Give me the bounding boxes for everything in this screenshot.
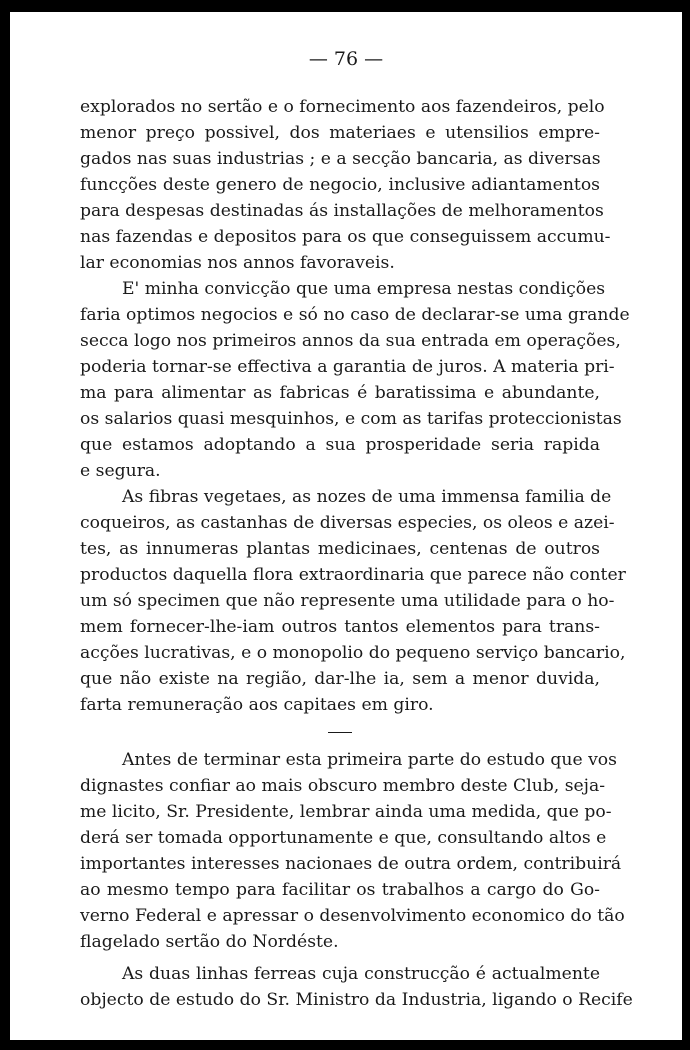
text-line: mem fornecer-lhe-iam outros tantos elementos para trans- bbox=[80, 617, 600, 637]
page-number: — 76 — bbox=[308, 48, 384, 70]
text-line: tes, as innumeras plantas medicinaes, centenas de outros bbox=[80, 539, 600, 559]
text-line: explorados no sertão e o fornecimento aos fazendeiros, pelo bbox=[80, 97, 605, 117]
document-page bbox=[10, 12, 682, 1040]
text-line: para despesas destinadas ás installações de melhoramentos bbox=[80, 201, 604, 221]
paragraph-2 bbox=[80, 276, 630, 484]
text-line: dignastes confiar ao mais obscuro membro deste Club, seja- bbox=[80, 776, 606, 796]
paragraph-4 bbox=[80, 747, 625, 955]
text-line: gados nas suas industrias ; e a secção bancaria, as diversas bbox=[80, 149, 601, 169]
text-line: que não existe na região, dar-lhe ia, sem a menor duvida, bbox=[80, 669, 600, 689]
text-line: As duas linhas ferreas cuja construcção é actualmente bbox=[122, 964, 600, 984]
text-line: flagelado sertão do Nordéste. bbox=[80, 932, 339, 952]
text-line: acções lucrativas, e o monopolio do pequeno serviço bancario, bbox=[80, 643, 626, 663]
paragraph-5 bbox=[80, 961, 633, 1013]
text-line: funcções deste genero de negocio, inclusive adiantamentos bbox=[80, 175, 600, 195]
section-separator bbox=[328, 732, 352, 733]
text-line: poderia tornar-se effectiva a garantia de juros. A materia pri- bbox=[80, 357, 615, 377]
body-text bbox=[80, 94, 633, 1013]
text-line: faria optimos negocios e só no caso de declarar-se uma grande bbox=[80, 305, 630, 325]
text-line: que estamos adoptando a sua prosperidade seria rapida bbox=[80, 435, 600, 455]
paragraph-1 bbox=[80, 94, 611, 276]
text-line: ao mesmo tempo para facilitar os trabalhos a cargo do Go- bbox=[80, 880, 600, 900]
text-line: secca logo nos primeiros annos da sua entrada em operações, bbox=[80, 331, 621, 351]
text-line: coqueiros, as castanhas de diversas especies, os oleos e azei- bbox=[80, 513, 615, 533]
text-line: nas fazendas e depositos para os que conseguissem accumu- bbox=[80, 227, 611, 247]
text-line: me licito, Sr. Presidente, lembrar ainda uma medida, que po- bbox=[80, 802, 612, 822]
text-line: As fibras vegetaes, as nozes de uma immensa familia de bbox=[122, 487, 612, 507]
text-line: verno Federal e apressar o desenvolvimento economico do tão bbox=[80, 906, 625, 926]
text-line: menor preço possivel, dos materiaes e utensilios empre- bbox=[80, 123, 600, 143]
text-line: importantes interesses nacionaes de outra ordem, contribuirá bbox=[80, 854, 622, 874]
text-line: os salarios quasi mesquinhos, e com as tarifas proteccionistas bbox=[80, 409, 622, 429]
text-line: ma para alimentar as fabricas é baratissima e abundante, bbox=[80, 383, 600, 403]
text-line: derá ser tomada opportunamente e que, consultando altos e bbox=[80, 828, 607, 848]
paragraph-3 bbox=[80, 484, 626, 718]
text-line: Antes de terminar esta primeira parte do estudo que vos bbox=[122, 750, 617, 770]
text-line: E' minha convicção que uma empresa nestas condições bbox=[122, 279, 606, 299]
text-line: objecto de estudo do Sr. Ministro da Industria, ligando o Recife bbox=[80, 990, 633, 1010]
text-line: productos daquella flora extraordinaria que parece não conter bbox=[80, 565, 626, 585]
text-line: um só specimen que não represente uma utilidade para o ho- bbox=[80, 591, 615, 611]
text-line: farta remuneração aos capitaes em giro. bbox=[80, 695, 434, 715]
text-line: lar economias nos annos favoraveis. bbox=[80, 253, 395, 273]
text-line: e segura. bbox=[80, 461, 161, 481]
